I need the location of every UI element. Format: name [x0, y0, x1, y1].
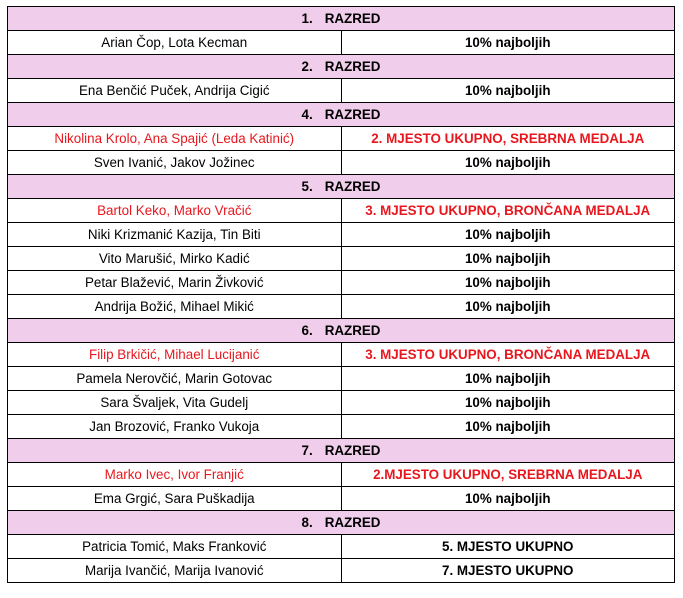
student-names-cell: Pamela Nerovčić, Marin Gotovac: [8, 367, 342, 391]
grade-number: 1.: [301, 11, 313, 26]
entry-row: [8, 415, 675, 439]
result-cell: 10% najboljih: [341, 295, 675, 319]
grade-label: RAZRED: [324, 443, 381, 458]
result-cell: 10% najboljih: [341, 271, 675, 295]
grade-label: RAZRED: [324, 11, 381, 26]
student-names-cell: Ena Benčić Puček, Andrija Cigić: [8, 79, 342, 103]
grade-header-row: [8, 55, 675, 79]
grade-label: RAZRED: [324, 107, 381, 122]
medal-entry-row: [8, 343, 675, 367]
grade-header-cell: [8, 439, 675, 463]
grade-number: 8.: [301, 515, 313, 530]
grade-number: 2.: [301, 59, 313, 74]
medal-entry-row: [8, 199, 675, 223]
entry-row: [8, 31, 675, 55]
grade-header-cell: [8, 103, 675, 127]
grade-header-row: [8, 175, 675, 199]
student-names-cell: Nikolina Krolo, Ana Spajić (Leda Katinić): [8, 127, 342, 151]
result-cell: 10% najboljih: [341, 247, 675, 271]
entry-row: [8, 79, 675, 103]
result-cell: 2.MJESTO UKUPNO, SREBRNA MEDALJA: [341, 463, 675, 487]
result-cell: 3. MJESTO UKUPNO, BRONČANA MEDALJA: [341, 199, 675, 223]
grade-header-row: [8, 319, 675, 343]
grade-label: RAZRED: [324, 515, 381, 530]
grade-number: 7.: [301, 443, 313, 458]
result-cell: 10% najboljih: [341, 367, 675, 391]
student-names-cell: Filip Brkičić, Mihael Lucijanić: [8, 343, 342, 367]
result-cell: 2. MJESTO UKUPNO, SREBRNA MEDALJA: [341, 127, 675, 151]
result-cell: 10% najboljih: [341, 415, 675, 439]
student-names-cell: Sven Ivanić, Jakov Jožinec: [8, 151, 342, 175]
grade-header-row: [8, 439, 675, 463]
student-names-cell: Petar Blažević, Marin Živković: [8, 271, 342, 295]
result-cell: 10% najboljih: [341, 487, 675, 511]
entry-row: [8, 223, 675, 247]
grade-number: 4.: [301, 107, 313, 122]
results-table: [7, 6, 675, 583]
result-cell: 10% najboljih: [341, 31, 675, 55]
student-names-cell: Arian Čop, Lota Kecman: [8, 31, 342, 55]
student-names-cell: Ema Grgić, Sara Puškadija: [8, 487, 342, 511]
grade-label: RAZRED: [324, 323, 381, 338]
student-names-cell: Marko Ivec, Ivor Franjić: [8, 463, 342, 487]
student-names-cell: Sara Švaljek, Vita Gudelj: [8, 391, 342, 415]
grade-header-row: [8, 511, 675, 535]
medal-entry-row: [8, 127, 675, 151]
entry-row: [8, 271, 675, 295]
result-cell: 3. MJESTO UKUPNO, BRONČANA MEDALJA: [341, 343, 675, 367]
student-names-cell: Jan Brozović, Franko Vukoja: [8, 415, 342, 439]
student-names-cell: Marija Ivančić, Marija Ivanović: [8, 559, 342, 583]
student-names-cell: Bartol Keko, Marko Vračić: [8, 199, 342, 223]
student-names-cell: Niki Krizmanić Kazija, Tin Biti: [8, 223, 342, 247]
entry-row: [8, 295, 675, 319]
result-cell: 10% najboljih: [341, 151, 675, 175]
result-cell: 10% najboljih: [341, 223, 675, 247]
grade-header-cell: [8, 511, 675, 535]
grade-header-cell: [8, 7, 675, 31]
result-cell: 5. MJESTO UKUPNO: [341, 535, 675, 559]
grade-header-row: [8, 103, 675, 127]
results-table-body: [8, 7, 675, 583]
result-cell: 10% najboljih: [341, 79, 675, 103]
student-names-cell: Patricia Tomić, Maks Franković: [8, 535, 342, 559]
entry-row: [8, 535, 675, 559]
grade-header-cell: [8, 55, 675, 79]
entry-row: [8, 391, 675, 415]
entry-row: [8, 247, 675, 271]
grade-number: 6.: [301, 323, 313, 338]
entry-row: [8, 367, 675, 391]
entry-row: [8, 487, 675, 511]
grade-label: RAZRED: [324, 179, 381, 194]
grade-number: 5.: [301, 179, 313, 194]
entry-row: [8, 151, 675, 175]
grade-label: RAZRED: [324, 59, 381, 74]
grade-header-cell: [8, 175, 675, 199]
grade-header-cell: [8, 319, 675, 343]
result-cell: 10% najboljih: [341, 391, 675, 415]
grade-header-row: [8, 7, 675, 31]
result-cell: 7. MJESTO UKUPNO: [341, 559, 675, 583]
student-names-cell: Andrija Božić, Mihael Mikić: [8, 295, 342, 319]
medal-entry-row: [8, 463, 675, 487]
entry-row: [8, 559, 675, 583]
student-names-cell: Vito Marušić, Mirko Kadić: [8, 247, 342, 271]
